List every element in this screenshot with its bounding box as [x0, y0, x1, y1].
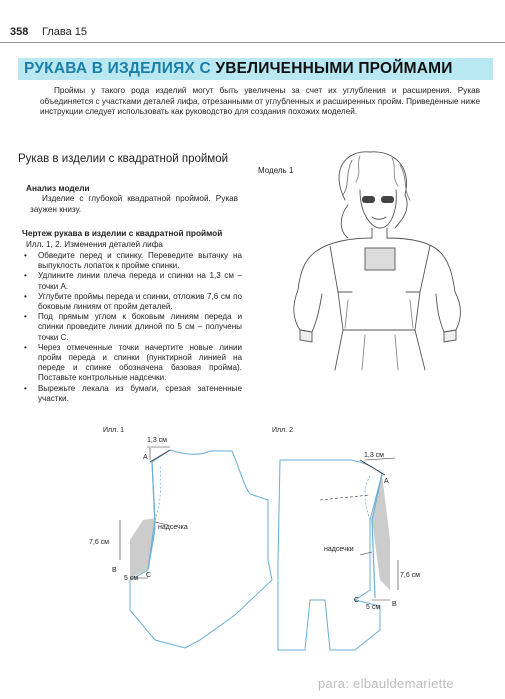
- step-text: Обведите перед и спинку. Переведите вытачку на выпуклость лопаток к пройме спинки.: [38, 251, 242, 271]
- back-bodice-pattern: [278, 458, 398, 650]
- banner-title-part2: УВЕЛИЧЕННЫМИ ПРОЙМАМИ: [215, 60, 453, 77]
- step-text: Удлините линии плеча переда и спинки на 1,3 см – точки А.: [38, 271, 242, 291]
- ill1-point-b: B: [112, 567, 117, 574]
- section-title: Рукав в изделии с квадратной проймой: [18, 153, 229, 165]
- ill1-point-c: C: [146, 572, 152, 579]
- ill2-width: 5 см: [366, 604, 381, 611]
- ill2-point-a: A: [384, 478, 389, 485]
- bullet-icon: •: [24, 342, 27, 352]
- ill2-point-c: C: [354, 597, 360, 604]
- front-bodice-pattern: [120, 447, 272, 648]
- ill2-point-b: B: [392, 601, 397, 608]
- drawing-heading: Чертеж рукава в изделии с квадратной проймой: [22, 228, 223, 238]
- step-text: Под прямым углом к боковым линиям переда и спинки проведите линии длиной по 5 см – получены точки С.: [38, 312, 242, 342]
- bullet-icon: •: [24, 271, 27, 281]
- step-text: Вырежьте лекала из бумаги, срезая затененные участки.: [38, 383, 242, 403]
- ill1-notch: надсечка: [158, 524, 188, 531]
- analysis-text: Изделие с глубокой квадратной проймой. Рукав заужен книзу.: [30, 194, 238, 214]
- analysis-heading: Анализ модели: [26, 183, 90, 193]
- watermark-text: para: elbauldemariette: [318, 676, 454, 691]
- ill1-point-a: A: [143, 454, 148, 461]
- ill2-shoulder-ext: 1,3 см: [364, 452, 384, 459]
- step-text: Через отмеченные точки начертите новые линии пройм переда и спинки (пунктирной линией на переде и спинке обозначена базовая пройма). Поставьте контрольные надсечки.: [38, 342, 242, 383]
- bullet-icon: •: [24, 312, 27, 322]
- chapter-title: Глава 15: [42, 26, 88, 38]
- banner-title-part1: РУКАВА В ИЗДЕЛИЯХ С: [24, 60, 216, 77]
- intro-paragraph: Проймы у такого рода изделий могут быть увеличены за счет их углубления и расширения. Рукав объединяется с участками деталей лифа, отрезанными от углубленных и расширенных пройм. Приведенные ниже инструкции следует использовать как руководство для создания похожих моделей.: [40, 86, 480, 116]
- ill1-shoulder-ext: 1,3 см: [147, 437, 167, 444]
- ill2-title: Илл. 2: [272, 427, 293, 434]
- step-text: Углубите проймы переда и спинки, отложив 7,6 см по боковым линиям от пройм деталей.: [38, 291, 242, 312]
- illustration-heading: Илл. 1, 2. Изменения деталей лифа: [26, 240, 163, 249]
- model-label: Модель 1: [258, 166, 294, 175]
- ill2-notch: надсечки: [324, 546, 354, 553]
- page-number: 358: [10, 26, 29, 38]
- ill1-depth: 7,6 см: [89, 539, 109, 546]
- ill2-depth: 7,6 см: [400, 572, 420, 579]
- ill1-title: Илл. 1: [103, 427, 124, 434]
- ill1-width: 5 см: [124, 575, 139, 582]
- bullet-icon: •: [24, 383, 27, 393]
- bullet-icon: •: [24, 251, 27, 260]
- bullet-icon: •: [24, 291, 27, 301]
